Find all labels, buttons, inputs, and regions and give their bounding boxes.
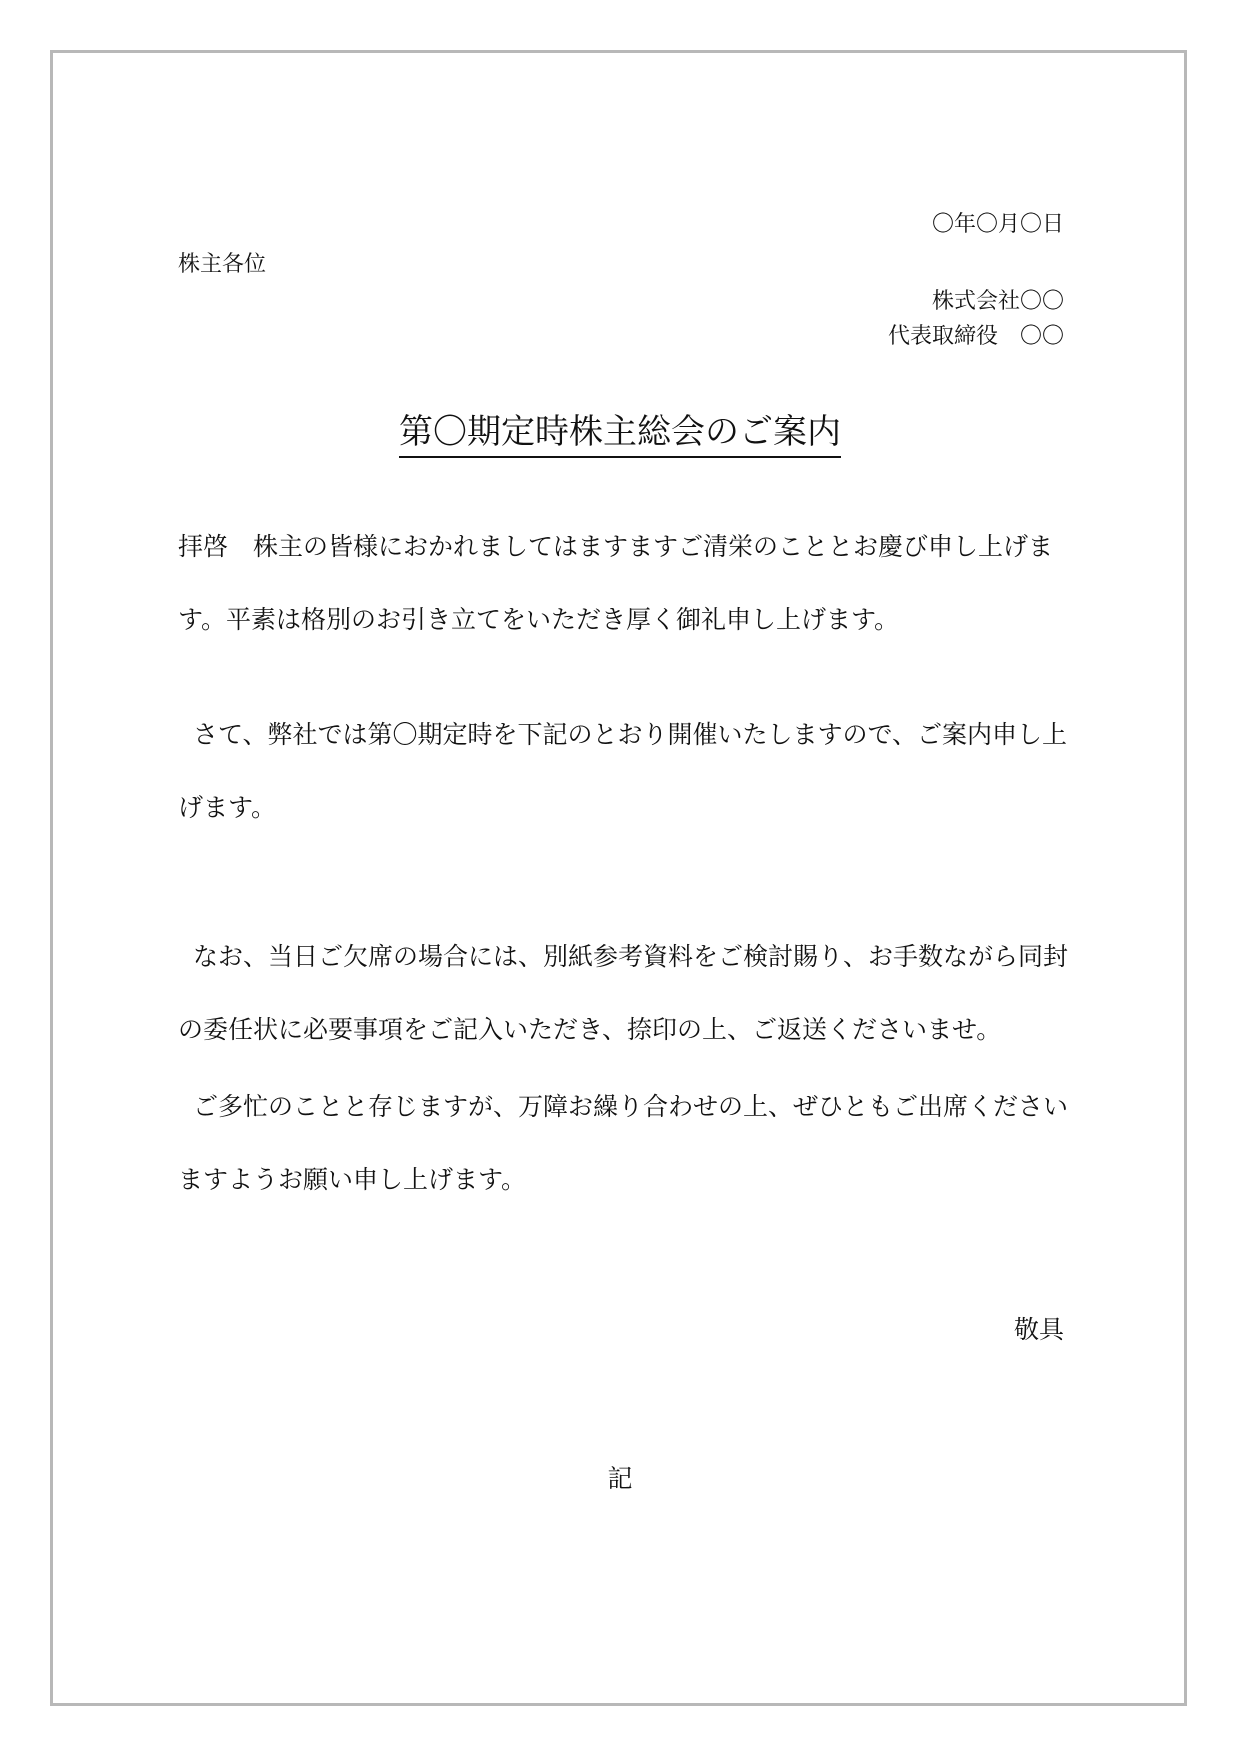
- paragraph-2-line-2: げます。: [178, 793, 277, 822]
- ki-heading: 記: [607, 1464, 633, 1493]
- paragraph-4-line-1: ご多忙のことと存じますが、万障お繰り合わせの上、ぜひともご出席ください: [193, 1092, 1069, 1121]
- recipient: 株主各位: [178, 252, 267, 277]
- closing-keigu: 敬具: [1013, 1315, 1064, 1344]
- document-title-text: 第〇期定時株主総会のご案内: [399, 410, 841, 458]
- document-title: [0, 410, 1240, 458]
- paragraph-1-line-2: す。平素は格別のお引き立てをいただき厚く御礼申し上げます。: [178, 605, 900, 634]
- date: 〇年〇月〇日: [931, 212, 1064, 237]
- paragraph-2-line-1: さて、弊社では第〇期定時を下記のとおり開催いたしますので、ご案内申し上: [193, 720, 1068, 749]
- representative: 代表取締役 〇〇: [887, 324, 1064, 349]
- paragraph-4-line-2: ますようお願い申し上げます。: [178, 1165, 527, 1194]
- company-name: 株式会社〇〇: [931, 289, 1064, 314]
- paragraph-3-line-2: の委任状に必要事項をご記入いただき、捺印の上、ご返送くださいませ。: [178, 1015, 1002, 1044]
- paragraph-3-line-1: なお、当日ご欠席の場合には、別紙参考資料をご検討賜り、お手数ながら同封: [193, 942, 1069, 971]
- paragraph-1-line-1: 拝啓 株主の皆様におかれましてはますますご清栄のこととお慶び申し上げま: [178, 532, 1054, 561]
